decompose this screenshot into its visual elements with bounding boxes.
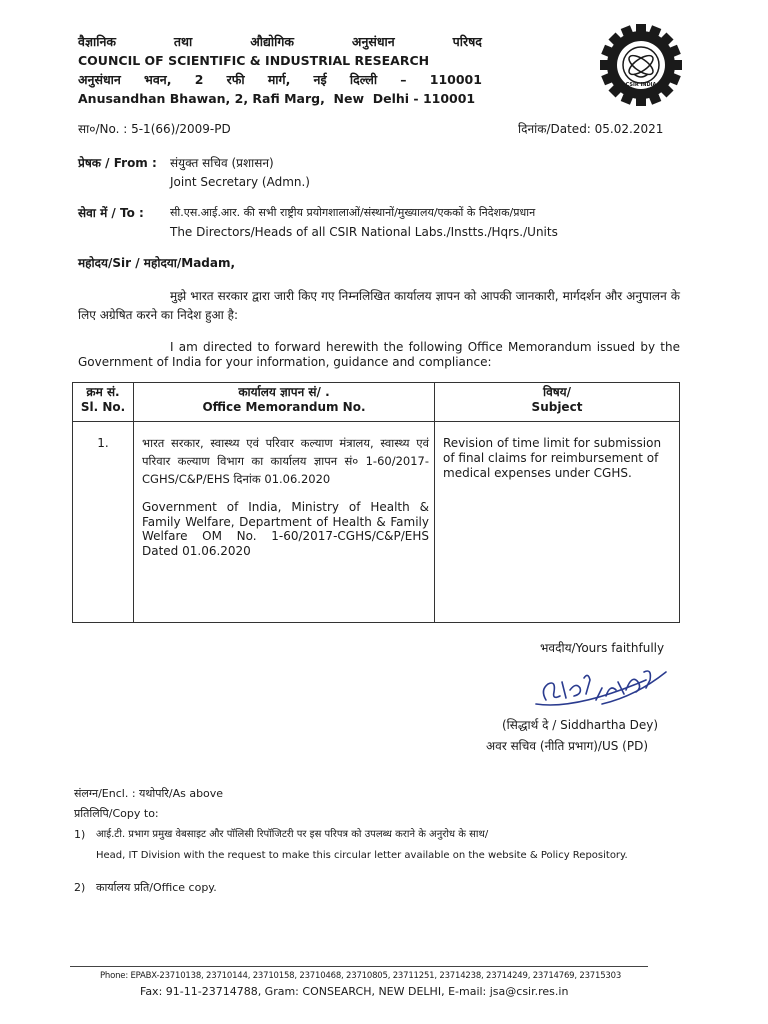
letterhead-english-name: COUNCIL OF SCIENTIFIC & INDUSTRIAL RESEARCH bbox=[78, 53, 430, 68]
footer-phone: Phone: EPABX-23710138, 23710144, 23710158, 23710468, 23710805, 23711251, 23714238, 23714249, 23714769, 23715303 bbox=[100, 971, 622, 981]
header-subject bbox=[435, 383, 680, 422]
row-om-number bbox=[134, 422, 435, 623]
header-sl-english: Sl. No. bbox=[80, 400, 126, 414]
footer-divider bbox=[70, 966, 648, 967]
header-word: वैज्ञानिक bbox=[78, 34, 116, 49]
reference-number: सा०/No. : 5-1(66)/2009-PD bbox=[78, 122, 231, 136]
row-om-english: Government of India, Ministry of Health & Family Welfare, Department of Health & Family Welfare OM No. 1-60/2017-CGHS/C&P/EHS Dated 01.06.2020 bbox=[142, 500, 429, 558]
copy-to-label: प्रतिलिपि/Copy to: bbox=[74, 807, 159, 820]
row-om-hindi: भारत सरकार, स्वास्थ्य एवं परिवार कल्याण मंत्रालय, स्वास्थ्य एवं परिवार कल्याण विभाग का कार्यालय ज्ञापन सं० 1-60/2017-CGHS/C&P/EHS दिनांक 01.06.2020 bbox=[142, 436, 429, 486]
salutation: महोदय/Sir / महोदया/Madam, bbox=[78, 256, 236, 270]
header-sl-hindi: क्रम सं. bbox=[86, 385, 120, 399]
header-om-hindi: कार्यालय ज्ञापन सं/ . bbox=[238, 385, 330, 399]
from-hindi: संयुक्त सचिव (प्रशासन) bbox=[170, 156, 274, 170]
from-label: प्रेषक / From : bbox=[78, 156, 157, 170]
header-word: औद्योगिक bbox=[250, 34, 294, 49]
header-sl-no bbox=[73, 383, 134, 422]
address-word: मार्ग, bbox=[267, 72, 291, 87]
copy-item-number: 1) bbox=[74, 828, 86, 841]
signatory-designation: अवर सचिव (नीति प्रभाग)/US (PD) bbox=[486, 739, 649, 753]
row-subject: Revision of time limit for submission of final claims for reimbursement of medical expenses under CGHS. bbox=[435, 422, 680, 623]
address-word: रफी bbox=[226, 72, 245, 87]
to-hindi: सी.एस.आई.आर. की सभी राष्ट्रीय प्रयोगशालाओं/संस्थानों/मुख्यालय/एककों के निदेशक/प्रधान bbox=[170, 206, 536, 219]
copy-item-number: 2) bbox=[74, 881, 86, 894]
header-om-no bbox=[134, 383, 435, 422]
to-label: सेवा में / To : bbox=[78, 206, 144, 220]
address-word: 2 bbox=[194, 72, 204, 87]
header-subject-english: Subject bbox=[531, 400, 583, 414]
csir-gear-icon bbox=[598, 22, 684, 108]
address-word: नई bbox=[313, 72, 327, 87]
letterhead-hindi-name bbox=[78, 32, 482, 51]
from-english: Joint Secretary (Admn.) bbox=[170, 175, 310, 189]
copy-item-2: कार्यालय प्रति/Office copy. bbox=[96, 881, 217, 894]
address-word: 110001 bbox=[429, 72, 482, 87]
signatory-name: (सिद्धार्थ दे / Siddhartha Dey) bbox=[502, 718, 659, 732]
footer-fax-email: Fax: 91-11-23714788, Gram: CONSEARCH, NEW DELHI, E-mail: jsa@csir.res.in bbox=[140, 985, 569, 998]
letter-date: दिनांक/Dated: 05.02.2021 bbox=[518, 122, 664, 136]
header-om-english: Office Memorandum No. bbox=[202, 400, 366, 414]
signature-scribble-icon bbox=[526, 660, 676, 720]
body-hindi-paragraph: मुझे भारत सरकार द्वारा जारी किए गए निम्नलिखित कार्यालय ज्ञापन को आपकी जानकारी, मार्गदर्शन और अनुपालन के लिए अग्रेषित करने का निदेश हुआ है: bbox=[78, 289, 680, 322]
csir-logo bbox=[598, 22, 684, 108]
letterhead-hindi-address bbox=[78, 70, 482, 89]
letterhead-english-address: Anusandhan Bhawan, 2, Rafi Marg, New Delhi - 110001 bbox=[78, 91, 476, 106]
address-word: भवन, bbox=[144, 72, 172, 87]
address-word: – bbox=[400, 72, 407, 87]
closing: भवदीय/Yours faithfully bbox=[540, 641, 665, 655]
copy-item-1-hindi: आई.टी. प्रभाग प्रमुख वेबसाइट और पॉलिसी रिपॉजिटरी पर इस परिपत्र को उपलब्ध कराने के अनुरोध के साथ/ bbox=[96, 829, 489, 840]
enclosure: संलग्न/Encl. : यथोपरि/As above bbox=[74, 787, 224, 800]
body-english-paragraph: I am directed to forward herewith the following Office Memorandum issued by the Government of India for your information, guidance and compliance: bbox=[78, 340, 680, 369]
address-word: दिल्ली bbox=[349, 72, 378, 87]
table-header-row bbox=[73, 383, 680, 422]
row-sl-no: 1. bbox=[73, 422, 134, 623]
header-word: परिषद bbox=[452, 34, 482, 49]
memorandum-table bbox=[72, 382, 680, 623]
copy-item-1-english: Head, IT Division with the request to make this circular letter available on the website & Policy Repository. bbox=[96, 850, 628, 861]
to-english: The Directors/Heads of all CSIR National Labs./Instts./Hqrs./Units bbox=[170, 225, 558, 239]
address-word: अनुसंधान bbox=[78, 72, 121, 87]
table-row bbox=[73, 422, 680, 623]
logo-text: CSIR INDIA bbox=[625, 82, 657, 88]
signature-date: 5/2/2021 bbox=[600, 700, 605, 701]
header-word: तथा bbox=[173, 34, 193, 49]
header-subject-hindi: विषय/ bbox=[542, 385, 572, 399]
header-word: अनुसंधान bbox=[351, 34, 395, 49]
handwritten-signature bbox=[526, 660, 676, 720]
letterhead bbox=[78, 32, 482, 108]
